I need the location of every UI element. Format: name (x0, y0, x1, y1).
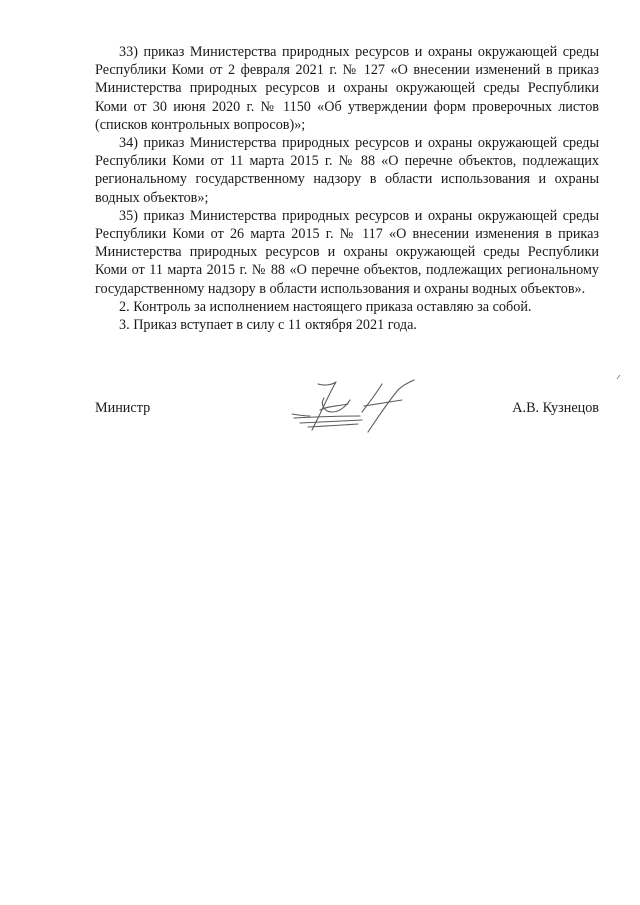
clause-2-control: 2. Контроль за исполнением настоящего приказа оставляю за собой. (119, 298, 532, 315)
margin-dot-mark (616, 374, 622, 380)
clause-3-effective-date: 3. Приказ вступает в силу с 11 октября 2021 года. (119, 317, 417, 334)
document-body (95, 43, 599, 334)
list-item-33: 33) приказ Министерства природных ресурсов и охраны окружающей среды Республики Коми от 2 февраля 2021 г. № 127 «О внесении изменений в приказ Министерства природных ресурсов и охраны окружающей среды Республики Коми от 30 июня 2020 г. № 1150 «Об утверждении форм проверочных листов (списков контрольных вопросов)»; (95, 44, 599, 133)
position-title: Министр (95, 400, 151, 416)
handwritten-signature (290, 376, 440, 436)
list-item-34: 34) приказ Министерства природных ресурсов и охраны окружающей среды Республики Коми от 11 марта 2015 г. № 88 «О перечне объектов, подлежащих региональному государственному надзору в области использования и охраны водных объектов»; (95, 135, 599, 206)
list-item-35: 35) приказ Министерства природных ресурсов и охраны окружающей среды Республики Коми от 26 марта 2015 г. № 117 «О внесении изменения в приказ Министерства природных ресурсов и охраны окружающей среды Республики Коми от 11 марта 2015 г. № 88 «О перечне объектов, подлежащих региональному государственному надзору в области использования и охраны водных объектов». (95, 207, 599, 297)
signer-name: А.В. Кузнецов (512, 400, 599, 416)
